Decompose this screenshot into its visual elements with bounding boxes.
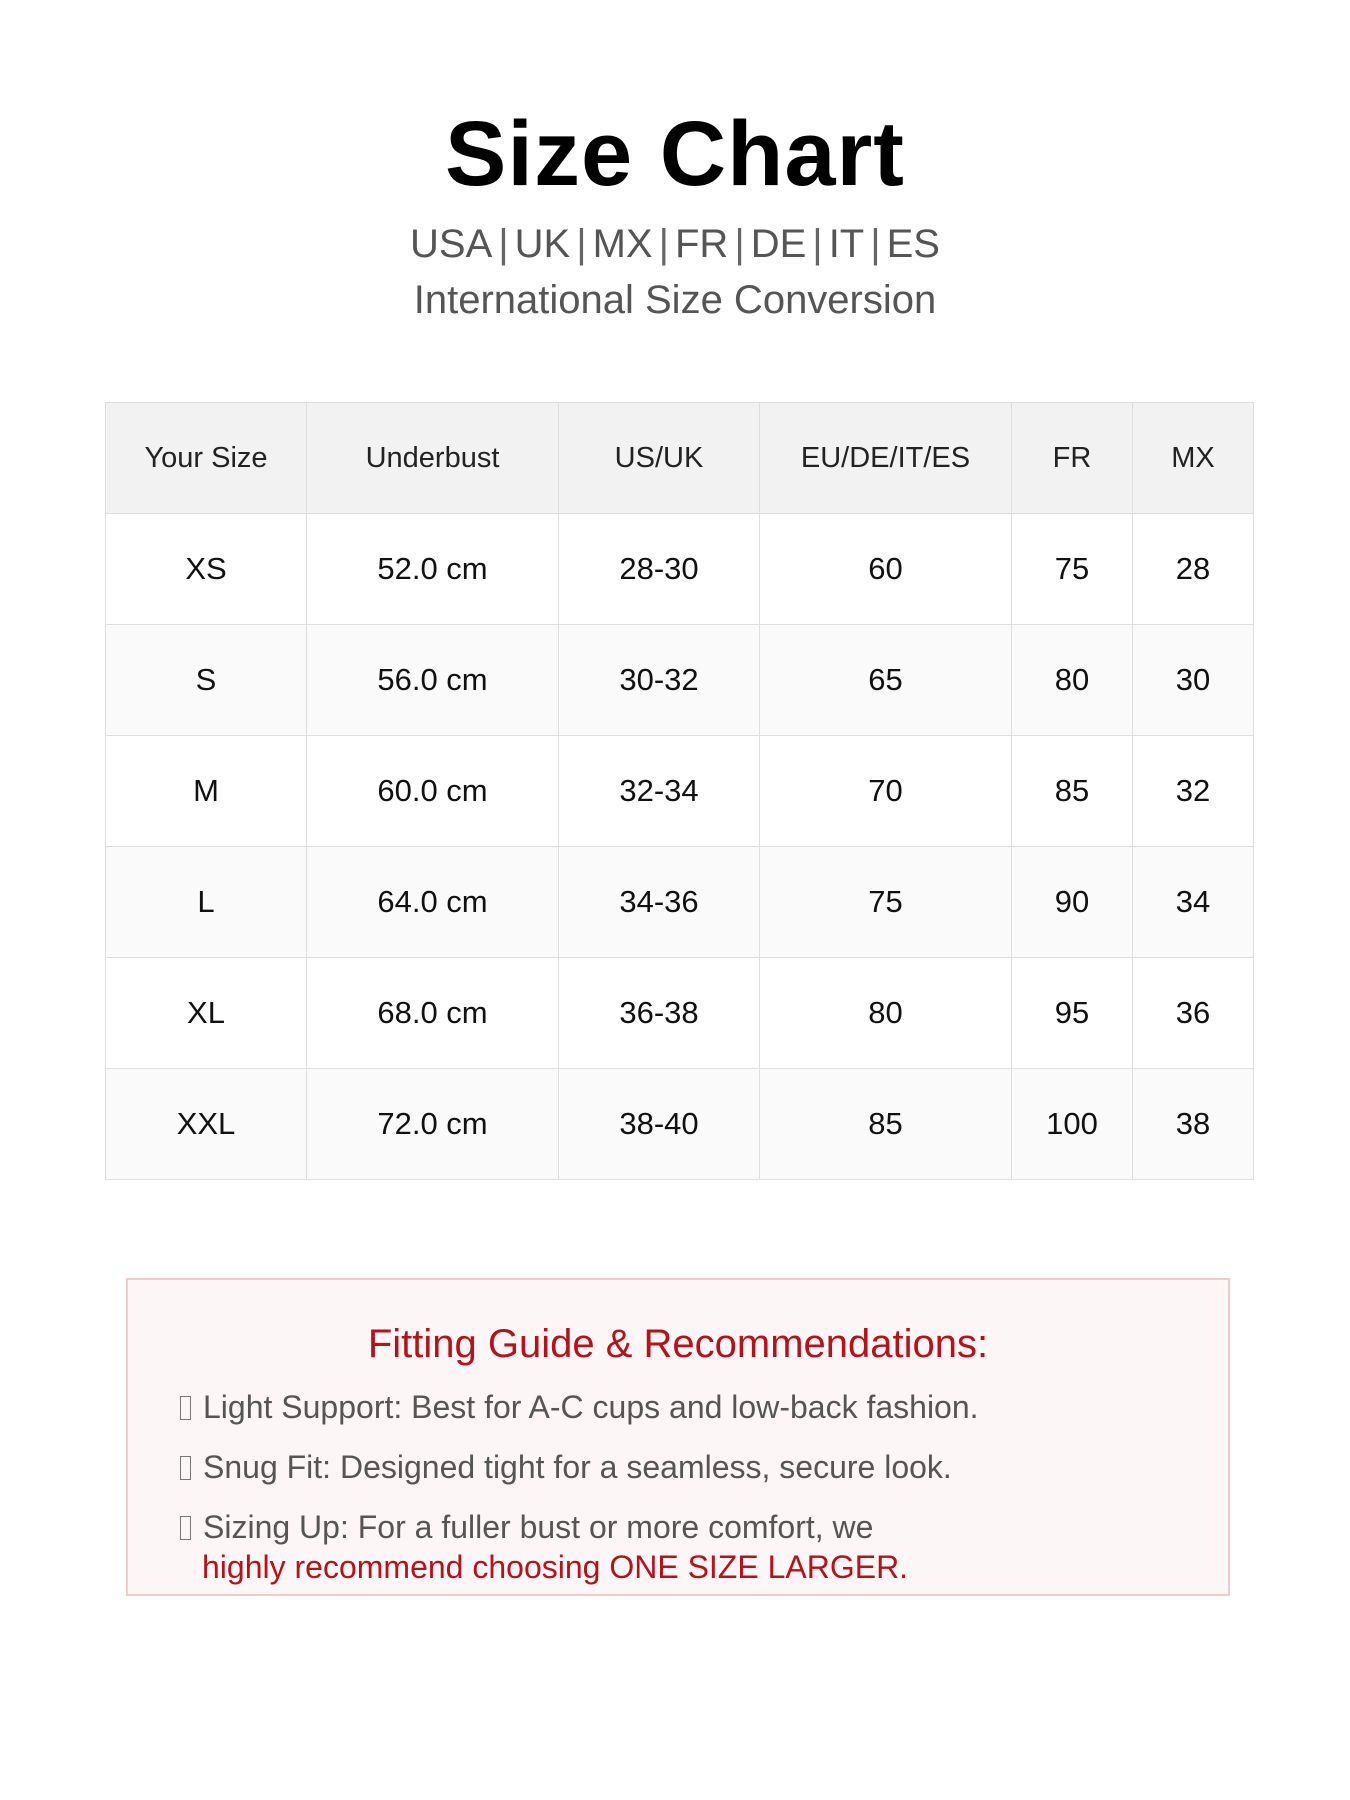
guide-item	[180, 1387, 979, 1427]
table-cell: 70	[760, 736, 1012, 847]
table-cell: 100	[1012, 1069, 1133, 1180]
region-separator: |	[812, 222, 823, 266]
table-cell: 85	[760, 1069, 1012, 1180]
table-cell: 60.0 cm	[307, 736, 559, 847]
region-label: USA	[410, 222, 493, 266]
region-label: IT	[828, 222, 865, 266]
table-cell: XXL	[106, 1069, 307, 1180]
table-cell: 32	[1133, 736, 1254, 847]
table-row	[106, 625, 1254, 736]
region-separator: |	[870, 222, 881, 266]
column-header-eu: EU/DE/IT/ES	[760, 403, 1012, 514]
table-row	[106, 736, 1254, 847]
table-cell: 65	[760, 625, 1012, 736]
table-cell: 34	[1133, 847, 1254, 958]
region-label: ES	[886, 222, 940, 266]
table-cell: 90	[1012, 847, 1133, 958]
table-cell: 85	[1012, 736, 1133, 847]
guide-item	[180, 1447, 952, 1487]
guide-item	[180, 1507, 873, 1547]
header-row	[106, 403, 1254, 514]
table-body	[106, 514, 1254, 1180]
table-cell: 75	[760, 847, 1012, 958]
region-label: FR	[675, 222, 729, 266]
region-label: UK	[514, 222, 571, 266]
guide-item-text: Snug Fit: Designed tight for a seamless, secure look.	[203, 1449, 952, 1485]
missing-glyph-icon	[180, 1456, 191, 1480]
table-cell: 34-36	[559, 847, 760, 958]
missing-glyph-icon	[180, 1396, 191, 1420]
region-separator: |	[658, 222, 669, 266]
table-row	[106, 1069, 1254, 1180]
table-cell: M	[106, 736, 307, 847]
table-cell: 72.0 cm	[307, 1069, 559, 1180]
column-header-underbust: Underbust	[307, 403, 559, 514]
guide-item-text: Sizing Up: For a fuller bust or more comfort, we	[203, 1509, 874, 1545]
column-header-us-uk: US/UK	[559, 403, 760, 514]
table-cell: 38-40	[559, 1069, 760, 1180]
guide-item-text: Light Support: Best for A-C cups and low-back fashion.	[203, 1389, 979, 1425]
table-cell: 36	[1133, 958, 1254, 1069]
table-cell: 38	[1133, 1069, 1254, 1180]
size-table	[105, 402, 1254, 1180]
header	[0, 104, 1350, 322]
table-row	[106, 514, 1254, 625]
fitting-guide-title: Fitting Guide & Recommendations:	[367, 1322, 989, 1366]
table-cell: 60	[760, 514, 1012, 625]
table-cell: XL	[106, 958, 307, 1069]
region-list	[0, 222, 1350, 266]
region-separator: |	[576, 222, 587, 266]
column-header-mx: MX	[1133, 403, 1254, 514]
page-title: Size Chart	[445, 103, 905, 205]
recommendation-emphasis: highly recommend choosing ONE SIZE LARGER.	[202, 1549, 909, 1585]
table-cell: 56.0 cm	[307, 625, 559, 736]
table-cell: 80	[760, 958, 1012, 1069]
table-cell: 75	[1012, 514, 1133, 625]
table-cell: 32-34	[559, 736, 760, 847]
region-separator: |	[734, 222, 745, 266]
table-cell: 68.0 cm	[307, 958, 559, 1069]
table-cell: 28	[1133, 514, 1254, 625]
table-header	[106, 403, 1254, 514]
region-label: DE	[750, 222, 807, 266]
table-cell: L	[106, 847, 307, 958]
fitting-guide-box	[126, 1278, 1230, 1596]
table-cell: 64.0 cm	[307, 847, 559, 958]
missing-glyph-icon	[180, 1516, 191, 1540]
table-cell: XS	[106, 514, 307, 625]
table-cell: 30-32	[559, 625, 760, 736]
table-cell: S	[106, 625, 307, 736]
region-label: MX	[592, 222, 653, 266]
column-header-your-size: Your Size	[106, 403, 307, 514]
column-header-fr: FR	[1012, 403, 1133, 514]
region-separator: |	[498, 222, 509, 266]
table-cell: 52.0 cm	[307, 514, 559, 625]
table-cell: 95	[1012, 958, 1133, 1069]
table-cell: 36-38	[559, 958, 760, 1069]
table-cell: 80	[1012, 625, 1133, 736]
table-cell: 28-30	[559, 514, 760, 625]
table-cell: 30	[1133, 625, 1254, 736]
table-row	[106, 847, 1254, 958]
table-row	[106, 958, 1254, 1069]
page-subtitle: International Size Conversion	[413, 278, 937, 322]
